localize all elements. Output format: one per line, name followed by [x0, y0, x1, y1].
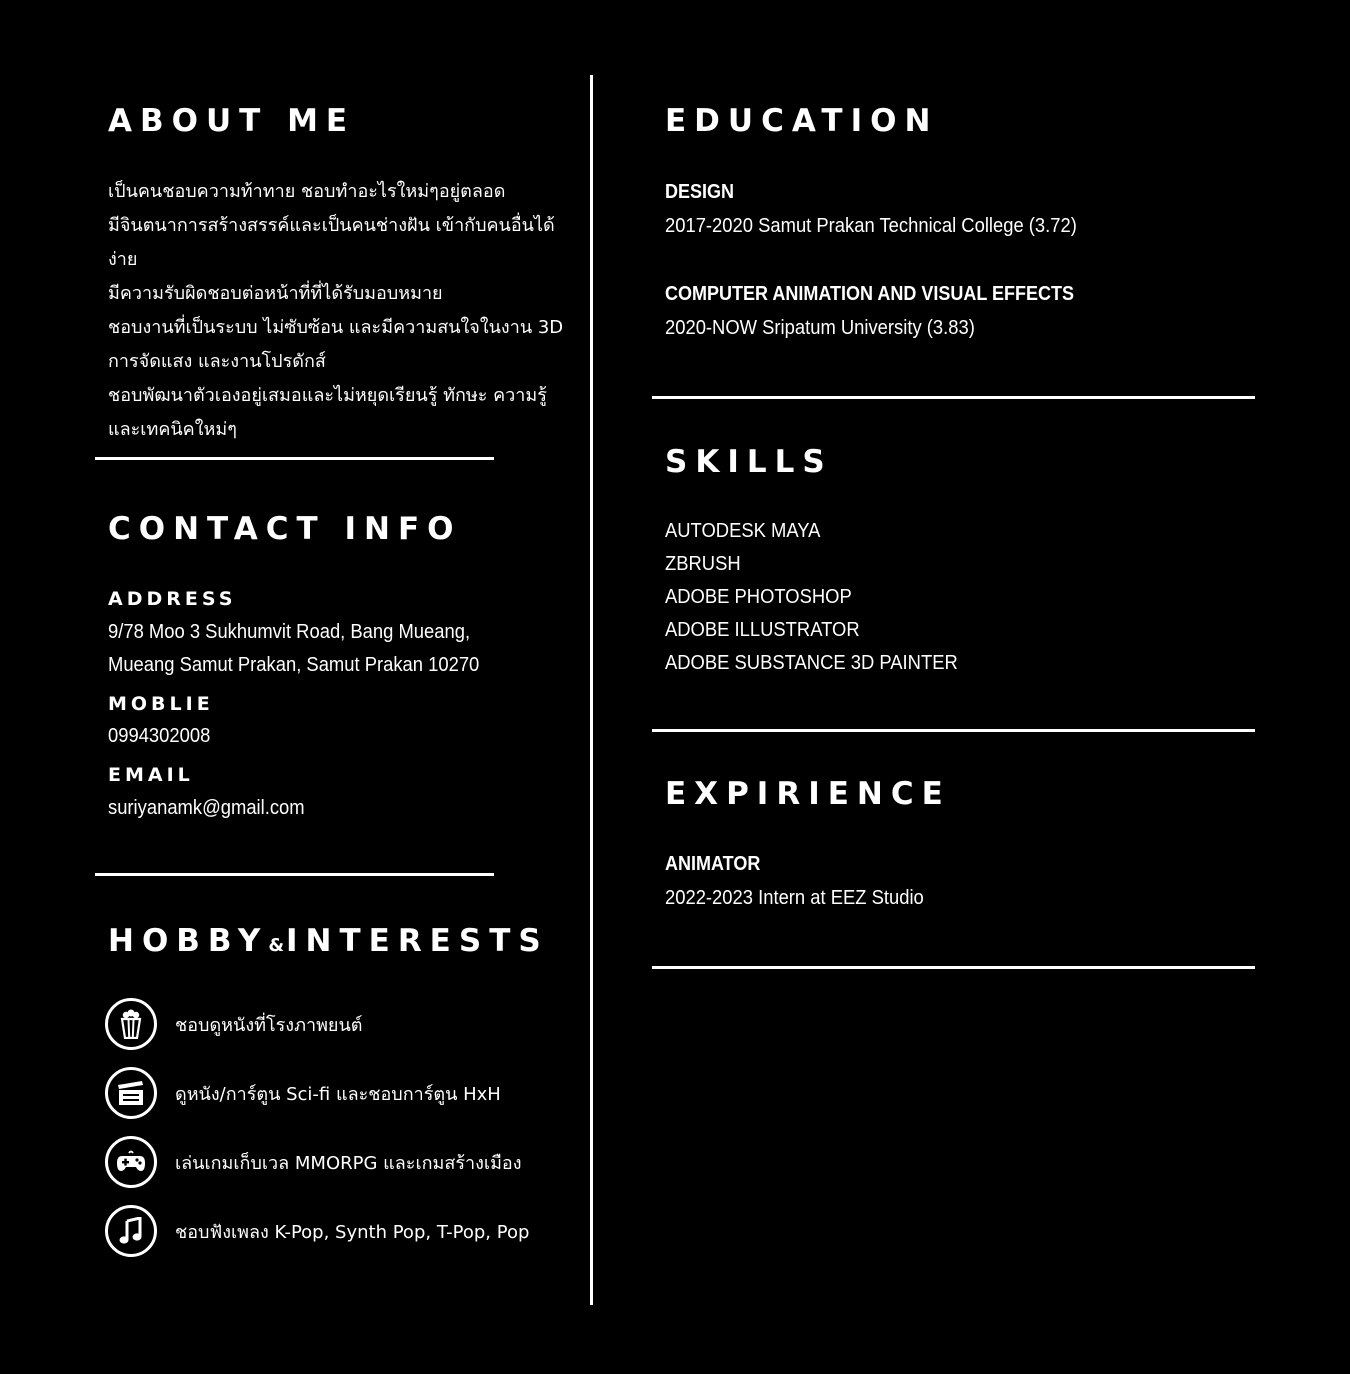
hobby-heading-amp: &: [268, 935, 287, 956]
about-line: มีความรับผิดชอบต่อหน้าที่ที่ได้รับมอบหมาย: [108, 283, 443, 304]
about-line: ชอบพัฒนาตัวเองอยู่เสมอและไม่หยุดเรียนรู้ ทักษะ ความรู้: [108, 385, 547, 406]
hobby-item: [105, 1136, 522, 1188]
contact-heading: CONTACT INFO: [108, 511, 462, 547]
hobby-text: ชอบฟังเพลง K-Pop, Synth Pop, T-Pop, Pop: [175, 1221, 530, 1243]
education-detail: 2020-NOW Sripatum University (3.83): [665, 317, 975, 339]
about-line: และเทคนิคใหม่ๆ: [108, 419, 237, 440]
about-divider: [95, 457, 494, 460]
about-line: ชอบงานที่เป็นระบบ ไม่ซับซ้อน และมีความสนใจในงาน 3D: [108, 317, 564, 338]
clapperboard-icon: [105, 1067, 157, 1119]
skills-divider: [652, 729, 1255, 732]
contact-divider: [95, 873, 494, 876]
popcorn-icon: [105, 998, 157, 1050]
about-line: การจัดแสง และงานโปรดักส์: [108, 351, 326, 372]
address-line-2: Mueang Samut Prakan, Samut Prakan 10270: [108, 654, 480, 676]
gamepad-icon: [105, 1136, 157, 1188]
hobby-item: [105, 1205, 529, 1257]
skill-item: AUTODESK MAYA: [665, 520, 821, 542]
experience-title: ANIMATOR: [665, 853, 761, 875]
hobby-text: ดูหนัง/การ์ตูน Sci-fi และชอบการ์ตูน HxH: [175, 1083, 501, 1105]
column-divider: [590, 75, 593, 1305]
education-detail: 2017-2020 Samut Prakan Technical College (3.72): [665, 215, 1077, 237]
skills-heading: SKILLS: [665, 444, 833, 480]
experience-heading: EXPIRIENCE: [665, 776, 951, 812]
education-title: COMPUTER ANIMATION AND VISUAL EFFECTS: [665, 283, 1075, 305]
education-divider: [652, 396, 1255, 399]
hobby-item: [105, 998, 362, 1050]
hobby-text: ชอบดูหนังที่โรงภาพยนต์: [175, 1014, 363, 1036]
hobby-heading-right: INTERESTS: [286, 923, 549, 959]
about-line: เป็นคนชอบความท้าทาย ชอบทำอะไรใหม่ๆอยู่ตลอด: [108, 181, 506, 202]
address-line-1: 9/78 Moo 3 Sukhumvit Road, Bang Mueang,: [108, 621, 471, 643]
email-value[interactable]: suriyanamk@gmail.com: [108, 797, 305, 819]
skill-item: ZBRUSH: [665, 553, 741, 575]
address-label: ADDRESS: [108, 588, 237, 610]
skill-item: ADOBE ILLUSTRATOR: [665, 619, 860, 641]
about-text: [108, 175, 578, 447]
about-line: มีจินตนาการสร้างสรรค์และเป็นคนช่างฝัน เข้ากับคนอื่นได้ง่าย: [108, 215, 555, 270]
mobile-value[interactable]: 0994302008: [108, 725, 211, 747]
mobile-label: MOBLIE: [108, 693, 214, 715]
email-label: EMAIL: [108, 764, 194, 786]
hobby-item: [105, 1067, 501, 1119]
about-heading: ABOUT ME: [108, 103, 356, 139]
experience-detail: 2022-2023 Intern at EEZ Studio: [665, 887, 924, 909]
hobby-text: เล่นเกมเก็บเวล MMORPG และเกมสร้างเมือง: [175, 1152, 522, 1174]
skill-item: ADOBE PHOTOSHOP: [665, 586, 852, 608]
skills-list: [665, 515, 958, 680]
experience-divider: [652, 966, 1255, 969]
hobby-heading-left: HOBBY: [108, 923, 269, 959]
hobby-heading: [108, 923, 549, 959]
education-title: DESIGN: [665, 181, 735, 203]
skill-item: ADOBE SUBSTANCE 3D PAINTER: [665, 652, 958, 674]
music-note-icon: [105, 1205, 157, 1257]
education-heading: EDUCATION: [665, 103, 939, 139]
